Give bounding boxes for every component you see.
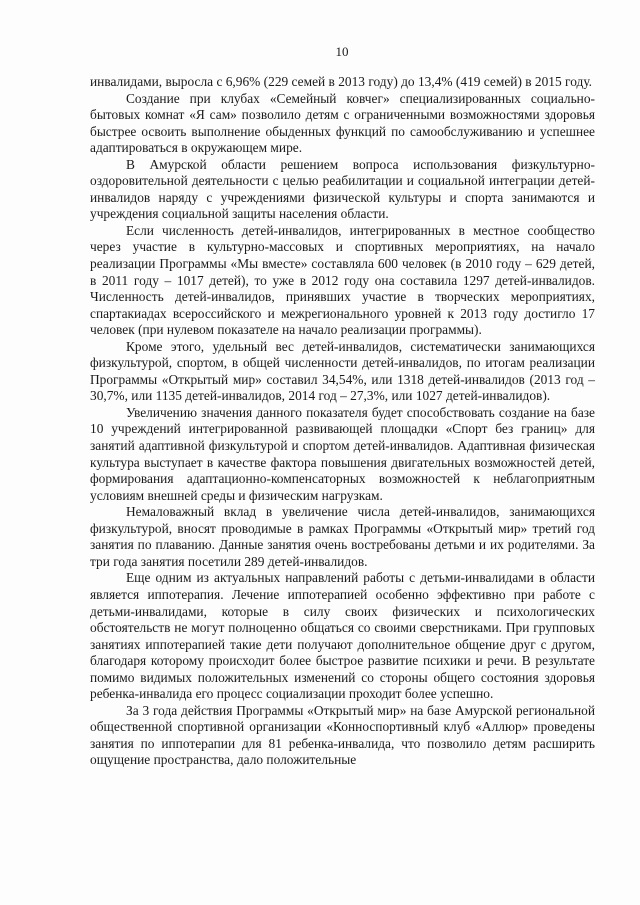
- paragraph-8: Еще одним из актуальных направлений работы с детьми-инвалидами в области является иппотерапия. Лечение иппотерапией особенно эффективно при работе с детьми-инвалидами, которые в силу своих физических и психологических обстоятельств не могут полноценно общаться со своими сверстниками. При групповых занятиях иппотерапией такие дети получают дополнительное общение друг с другом, благодаря которому происходит более быстрое развитие психики и речи. В результате помимо видимых положительных изменений со стороны общего состояния здоровья ребенка-инвалида его процесс социализации проходит более успешно.: [90, 570, 595, 702]
- paragraph-4: Если численность детей-инвалидов, интегрированных в местное сообщество через участие в культурно-массовых и спортивных мероприятиях, на начало реализации Программы «Мы вместе» составляла 600 человек (в 2010 году – 629 детей, в 2011 году – 1017 детей), то уже в 2012 году она составила 1297 детей-инвалидов. Численность детей-инвалидов, принявших участие в творческих мероприятиях, спартакиадах всероссийского и межрегионального уровней к 2013 году достигло 17 человек (при нулевом показателе на начало реализации программы).: [90, 222, 595, 338]
- paragraph-6: Увеличению значения данного показателя будет способствовать создание на базе 10 учреждений интегрированной развивающей площадки «Спорт без границ» для занятий адаптивной физкультурой и спортом детей-инвалидов. Адаптивная физическая культура выступает в качестве фактора повышения двигательных возможностей детей, формирования адаптационно-компенсаторных возможностей к неблагоприятным условиям внешней среды и физическим нагрузкам.: [90, 404, 595, 503]
- paragraph-5: Кроме этого, удельный вес детей-инвалидов, систематически занимающихся физкультурой, спортом, в общей численности детей-инвалидов, по итогам реализации Программы «Открытый мир» составил 34,54%, или 1318 детей-инвалидов (2013 год – 30,7%, или 1135 детей-инвалидов, 2014 год – 27,3%, или 1027 детей-инвалидов).: [90, 338, 595, 404]
- paragraph-1: инвалидами, выросла с 6,96% (229 семей в 2013 году) до 13,4% (419 семей) в 2015 году.: [90, 74, 593, 89]
- paragraph-9: За 3 года действия Программы «Открытый мир» на базе Амурской региональной общественной спортивной организации «Конноспортивный клуб «Аллюр» проведены занятия по иппотерапии для 81 ребенка-инвалида, что позволило детям расширить ощущение пространства, дало положительные: [90, 702, 595, 768]
- paragraph-7: Немаловажный вклад в увеличение числа детей-инвалидов, занимающихся физкультурой, вносят проводимые в рамках Программы «Открытый мир» третий год занятия по плаванию. Данные занятия очень востребованы детьми и их родителями. За три года занятия посетили 289 детей-инвалидов.: [90, 504, 595, 569]
- page-number: 10: [335, 44, 349, 59]
- document-body: [90, 74, 595, 769]
- paragraph-3: В Амурской области решением вопроса использования физкультурно-оздоровительной деятельности с целью реабилитации и социальной интеграции детей-инвалидов наряду с учреждениями физической культуры и спорта занимаются и учреждения социальной защиты населения области.: [90, 156, 595, 222]
- paragraph-2: Создание при клубах «Семейный ковчег» специализированных социально-бытовых комнат «Я сам» позволило детям с ограниченными возможностями здоровья быстрее освоить выполнение обыденных функций по самообслуживанию и успешнее адаптироваться в окружающем мире.: [90, 90, 595, 156]
